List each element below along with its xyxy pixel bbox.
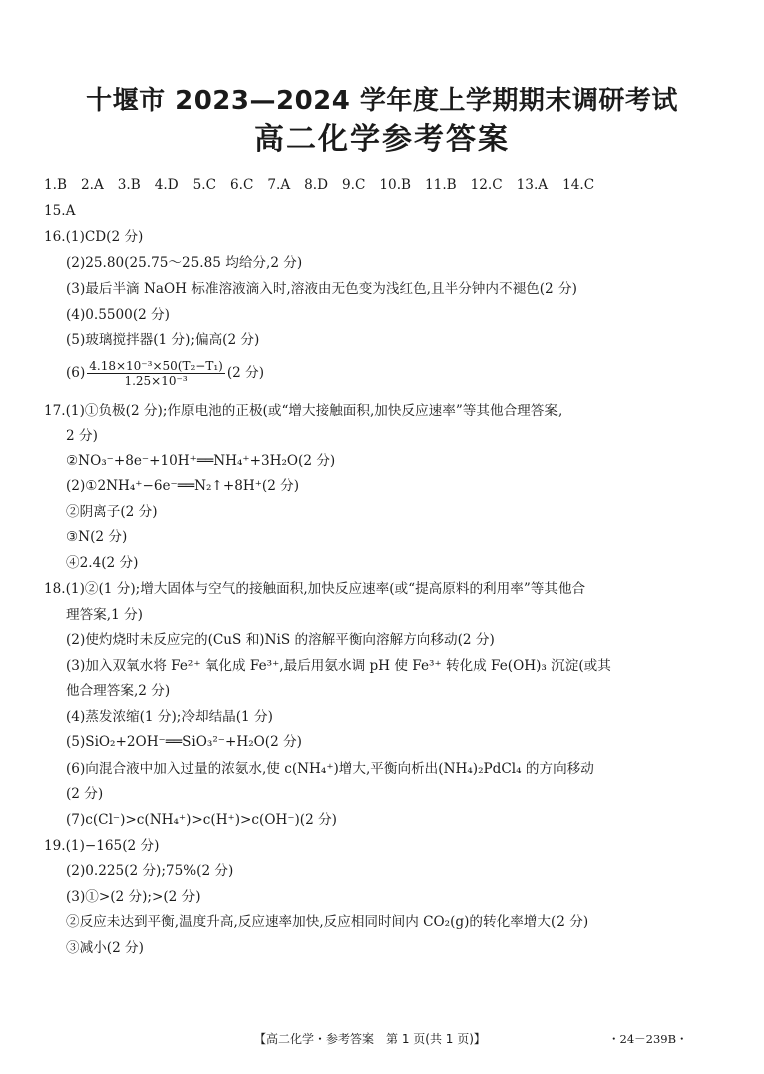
q18-part4: (4)蒸发浓缩(1 分);冷却结晶(1 分) xyxy=(66,709,273,725)
mc-answer: 3.B xyxy=(117,177,141,193)
q19-part1: 19.(1)−165(2 分) xyxy=(44,838,160,854)
mc-answer: 12.C xyxy=(470,177,503,193)
exam-title: 十堰市 2023—2024 学年度上学期期末调研考试 xyxy=(86,86,678,116)
mc-answers-row-2 xyxy=(44,202,89,220)
mc-answer: 9.C xyxy=(342,177,366,193)
mc-answer: 5.C xyxy=(192,177,216,193)
mc-answer: 1.B xyxy=(44,177,67,193)
mc-answer: 8.D xyxy=(304,177,329,193)
mc-answer: 7.A xyxy=(267,177,291,193)
q18-part7: (7)c(Cl⁻)>c(NH₄⁺)>c(H⁺)>c(OH⁻)(2 分) xyxy=(66,812,337,828)
q16-part3: (3)最后半滴 NaOH 标准溶液滴入时,溶液由无色变为浅红色,且半分钟内不褪色(2 分) xyxy=(66,281,577,297)
mc-answer: 6.C xyxy=(229,177,254,193)
q17-part1b: 2 分) xyxy=(66,428,98,444)
q19-part3a: (3)①>(2 分);>(2 分) xyxy=(66,889,201,905)
q17-part1c: ②NO₃⁻+8e⁻+10H⁺══NH₄⁺+3H₂O(2 分) xyxy=(66,453,336,469)
q18-part2: (2)使灼烧时未反应完的(CuS 和)NiS 的溶解平衡向溶解方向移动(2 分) xyxy=(66,632,495,648)
answer-key-title: 高二化学参考答案 xyxy=(254,122,510,157)
q18-part1a: 18.(1)②(1 分);增大固体与空气的接触面积,加快反应速率(或“提高原料的利用率”等其他合 xyxy=(44,581,586,597)
q16-part6 xyxy=(66,356,264,390)
q19-part2: (2)0.225(2 分);75%(2 分) xyxy=(66,863,234,879)
q16-part4: (4)0.5500(2 分) xyxy=(66,307,170,323)
fraction-denominator: 1.25×10⁻³ xyxy=(124,374,188,388)
mc-answer: 11.B xyxy=(425,177,457,193)
q17-part2c: ③N(2 分) xyxy=(66,529,128,545)
mc-answer: 2.A xyxy=(80,177,104,193)
mc-answer: 14.C xyxy=(562,177,595,193)
q18-part6b: (2 分) xyxy=(66,786,104,802)
q18-part3a: (3)加入双氧水将 Fe²⁺ 氧化成 Fe³⁺,最后用氨水调 pH 使 Fe³⁺ 转化成 Fe(OH)₃ 沉淀(或其 xyxy=(66,658,611,674)
q18-part6a: (6)向混合液中加入过量的浓氨水,使 c(NH₄⁺)增大,平衡向析出(NH₄)₂PdCl₄ 的方向移动 xyxy=(66,761,594,777)
q19-part3b: ②反应未达到平衡,温度升高,反应速率加快,反应相同时间内 CO₂(g)的转化率增大(2 分) xyxy=(66,914,589,930)
q17-part1a: 17.(1)①负极(2 分);作原电池的正极(或“增大接触面积,加快反应速率”等其他合理答案, xyxy=(44,403,563,419)
q17-part2d: ④2.4(2 分) xyxy=(66,555,139,571)
q16-part1: 16.(1)CD(2 分) xyxy=(44,229,144,245)
q18-part3b: 他合理答案,2 分) xyxy=(66,683,171,699)
q17-part2a: (2)①2NH₄⁺−6e⁻══N₂↑+8H⁺(2 分) xyxy=(66,478,300,494)
page-footer: 【高二化学・参考答案 第 1 页(共 1 页)】 xyxy=(254,1032,486,1046)
q16-part5: (5)玻璃搅拌器(1 分);偏高(2 分) xyxy=(66,332,260,348)
q16-part6-label: (6) xyxy=(66,365,86,381)
q16-part6-score: (2 分) xyxy=(226,365,264,381)
mc-answers-row-1 xyxy=(44,176,608,194)
fraction-numerator: 4.18×10⁻³×50(T₂−T₁) xyxy=(89,359,223,373)
mc-answer: 10.B xyxy=(379,177,412,193)
q19-part3c: ③减小(2 分) xyxy=(66,940,144,956)
q18-part5: (5)SiO₂+2OH⁻══SiO₃²⁻+H₂O(2 分) xyxy=(66,734,302,750)
q17-part2b: ②阴离子(2 分) xyxy=(66,504,158,520)
mc-answer: 15.A xyxy=(44,203,76,219)
mc-answer: 13.A xyxy=(516,177,549,193)
document-code: ・24－239B・ xyxy=(608,1032,688,1046)
mc-answer: 4.D xyxy=(154,177,179,193)
q16-part2: (2)25.80(25.75～25.85 均给分,2 分) xyxy=(66,255,303,271)
q16-fraction xyxy=(87,359,225,388)
q18-part1b: 理答案,1 分) xyxy=(66,607,143,623)
